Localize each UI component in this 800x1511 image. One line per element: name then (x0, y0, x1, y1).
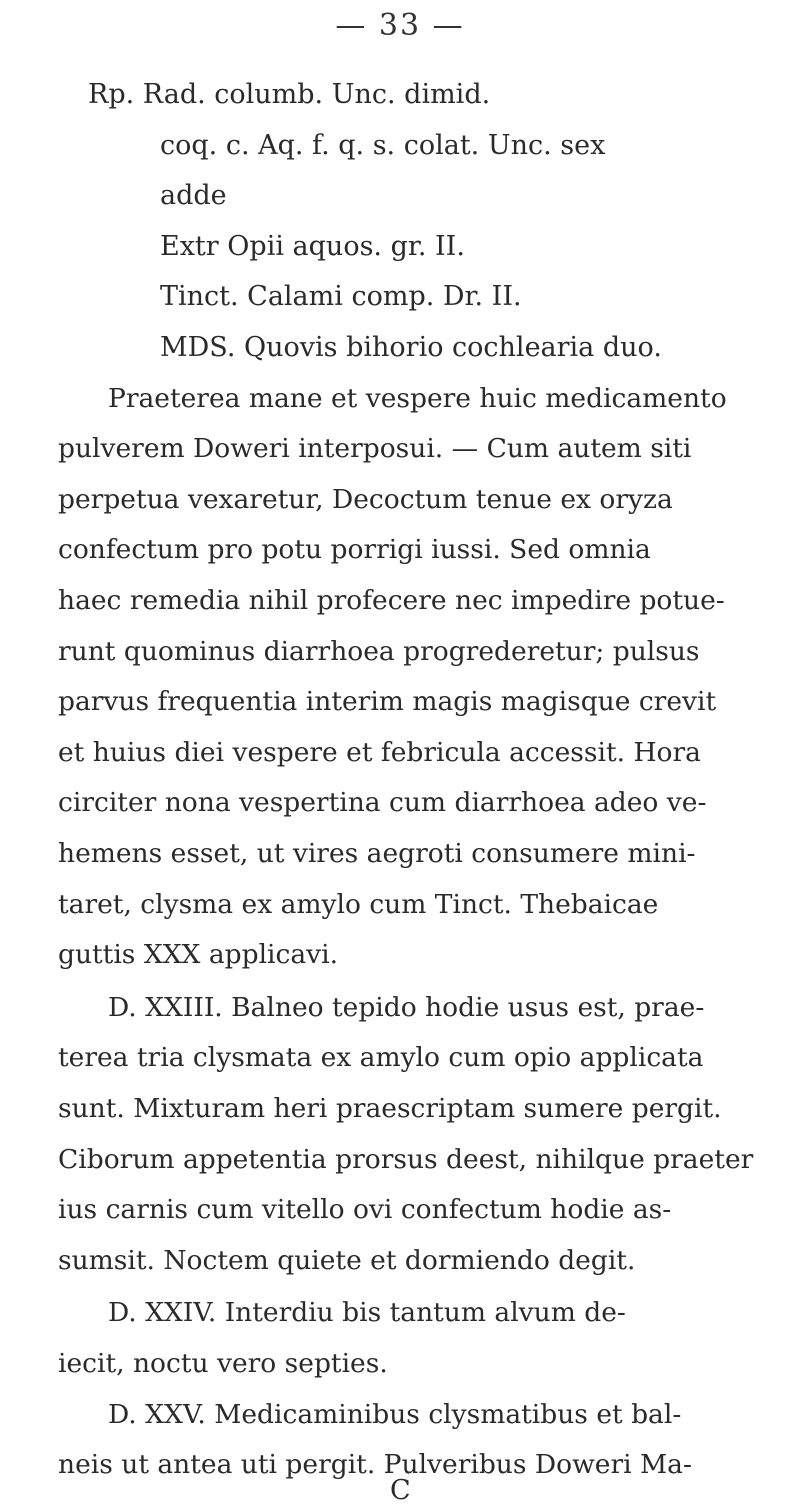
text-line: ius carnis cum vitello ovi confectum hodie as- (58, 1194, 672, 1225)
text-line: taret, clysma ex amylo cum Tinct. Thebaicae (58, 889, 659, 920)
text-line: Rp. Rad. columb. Unc. dimid. (88, 79, 491, 110)
text-line: perpetua vexaretur, Decoctum tenue ex oryza (58, 484, 673, 515)
text-line: MDS. Quovis bihorio cochlearia duo. (160, 332, 662, 363)
text-line: iecit, noctu vero septies. (58, 1348, 388, 1379)
text-line: neis ut antea uti pergit. Pulveribus Doweri Ma- (58, 1449, 692, 1480)
text-line: D. XXIV. Interdiu bis tantum alvum de- (108, 1297, 626, 1328)
text-line: terea tria clysmata ex amylo cum opio applicata (58, 1042, 704, 1073)
text-line: D. XXIII. Balneo tepido hodie usus est, prae- (108, 992, 705, 1023)
text-line: sumsit. Noctem quiete et dormiendo degit. (58, 1245, 636, 1276)
text-line: D. XXV. Medicaminibus clysmatibus et bal- (108, 1399, 682, 1430)
text-line: coq. c. Aq. f. q. s. colat. Unc. sex (160, 130, 606, 161)
catchword: C (390, 1475, 411, 1506)
text-line: runt quominus diarrhoea progrederetur; pulsus (58, 636, 700, 667)
text-line: sunt. Mixturam heri praescriptam sumere pergit. (58, 1093, 722, 1124)
text-line: circiter nona vespertina cum diarrhoea adeo ve- (58, 787, 707, 818)
text-line: Extr Opii aquos. gr. II. (160, 231, 465, 262)
text-line: confectum pro potu porrigi iussi. Sed omnia (58, 534, 651, 565)
text-line: haec remedia nihil profecere nec impedire potue- (58, 585, 725, 616)
text-line: et huius diei vespere et febricula accessit. Hora (58, 737, 701, 768)
text-line: Tinct. Calami comp. Dr. II. (160, 281, 522, 312)
text-line: Praeterea mane et vespere huic medicamento (108, 383, 727, 414)
text-line: hemens esset, ut vires aegroti consumere mini- (58, 838, 696, 869)
page-number: — 33 — (335, 8, 465, 43)
text-line: guttis XXX applicavi. (58, 939, 339, 970)
text-line: Ciborum appetentia prorsus deest, nihilque praeter (58, 1144, 754, 1175)
text-line: parvus frequentia interim magis magisque crevit (58, 686, 717, 717)
text-line: adde (160, 180, 227, 211)
text-line: pulverem Doweri interposui. — Cum autem siti (58, 433, 692, 464)
